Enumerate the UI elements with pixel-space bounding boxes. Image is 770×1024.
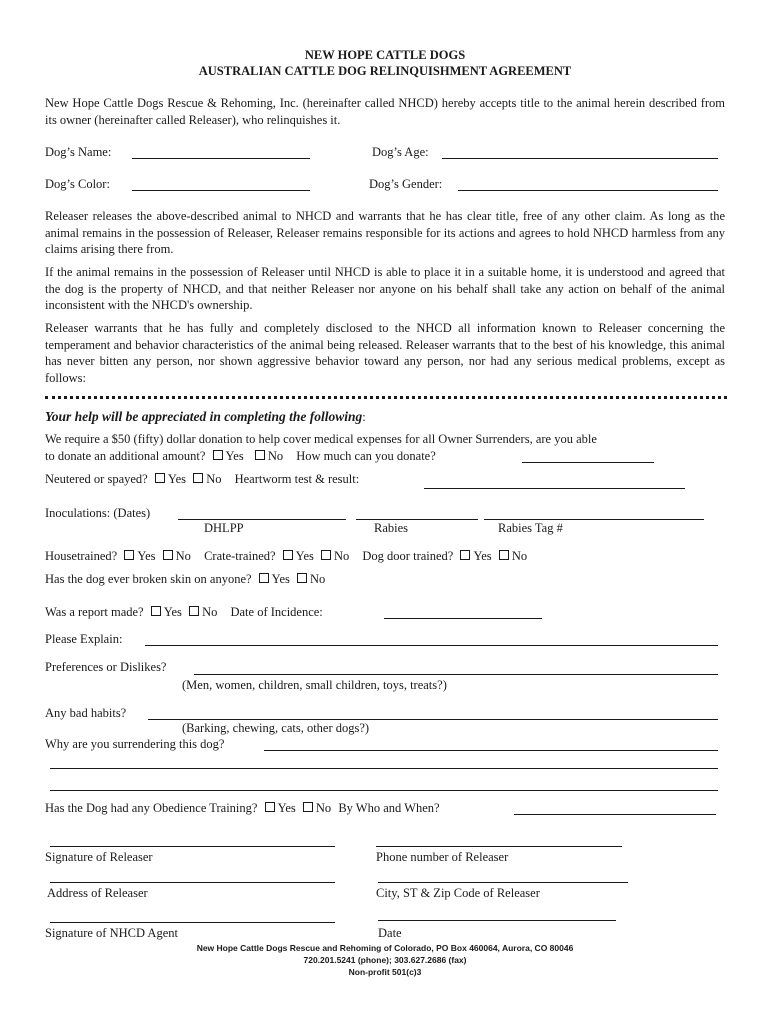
ownership-paragraph: If the animal remains in the possession of Releaser until NHCD is able to place it in a suitable home, it is understood and agreed that the dog is the property of NHCD, and that neither Releaser nor anyone on his behalf shall take any action on behalf of the animal inconsistent with the NHCD's ownership. — [45, 265, 725, 312]
donation-amount-field[interactable] — [522, 462, 654, 463]
rabies-date-field[interactable] — [356, 519, 478, 520]
donation-no-label: No — [267, 449, 284, 463]
why-field-line2[interactable] — [50, 768, 718, 769]
crate-label: Crate-trained? — [204, 549, 276, 563]
donation-no-checkbox[interactable] — [255, 450, 265, 460]
dhlpp-caption: DHLPP — [204, 521, 244, 535]
donation-yes-checkbox[interactable] — [213, 450, 223, 460]
broken-skin-yes-label: Yes — [271, 572, 290, 586]
rabies-tag-field[interactable] — [484, 519, 704, 520]
housetrained-no-checkbox[interactable] — [163, 550, 173, 560]
incidence-label: Date of Incidence: — [230, 605, 323, 619]
by-who-field[interactable] — [514, 814, 716, 815]
help-heading — [45, 408, 366, 426]
report-yes-label: Yes — [163, 605, 182, 619]
bite-row — [45, 572, 325, 587]
crate-yes-checkbox[interactable] — [283, 550, 293, 560]
explain-label: Please Explain: — [45, 632, 123, 646]
preferences-label: Preferences or Dislikes? — [45, 660, 167, 674]
footer-address: New Hope Cattle Dogs Rescue and Rehoming of Colorado, PO Box 460064, Aurora, CO 80046 — [196, 943, 574, 953]
broken-skin-label: Has the dog ever broken skin on anyone? — [45, 572, 252, 586]
donation-amount-label: How much can you donate? — [296, 449, 436, 463]
agent-signature-label: Signature of NHCD Agent — [45, 926, 178, 940]
release-paragraph: Releaser releases the above-described animal to NHCD and warrants that he has clear title, free of any other claim. As long as the animal remains in the possession of Releaser, Releaser remains responsible for its actions and agrees to hold NHCD harmless from any claims arising there from. — [45, 209, 725, 256]
housetrained-yes-label: Yes — [137, 549, 156, 563]
broken-skin-yes-checkbox[interactable] — [259, 573, 269, 583]
obedience-row — [45, 801, 440, 816]
report-row — [45, 605, 323, 620]
neutered-yes-label: Yes — [167, 472, 187, 486]
city-label: City, ST & Zip Code of Releaser — [376, 886, 540, 900]
dog-color-label: Dog’s Color: — [45, 177, 110, 191]
neutered-yes-checkbox[interactable] — [155, 473, 165, 483]
dogdoor-no-label: No — [511, 549, 528, 563]
donation-question — [45, 449, 436, 464]
rabies-caption: Rabies — [374, 521, 409, 535]
habits-label: Any bad habits? — [45, 706, 127, 720]
neutered-no-checkbox[interactable] — [193, 473, 203, 483]
date-label: Date — [378, 926, 402, 940]
preferences-field[interactable] — [194, 674, 718, 675]
broken-skin-no-label: No — [310, 572, 326, 586]
dogdoor-yes-label: Yes — [473, 549, 492, 563]
heartworm-field[interactable] — [424, 488, 685, 489]
report-yes-checkbox[interactable] — [151, 606, 161, 616]
obedience-label: Has the Dog had any Obedience Training? — [45, 801, 258, 815]
habits-hint: (Barking, chewing, cats, other dogs?) — [182, 721, 370, 735]
why-field[interactable] — [264, 750, 718, 751]
help-heading-text: Your help will be appreciated in completing the following — [45, 409, 363, 424]
inoculations-label: Inoculations: (Dates) — [45, 506, 151, 520]
footer-phone: 720.201.5241 (phone); 303.627.2686 (fax) — [303, 955, 467, 965]
disclosure-paragraph: Releaser warrants that he has fully and completely disclosed to the NHCD all information known to Releaser concerning the temperament and behavior characteristics of the animal being released. Releaser warrants that to the best of his knowledge, this animal has never bitten any person, nor shown aggressive behavior toward any person, nor had any serious medical problems, except as follows: — [45, 321, 725, 385]
housetrained-yes-checkbox[interactable] — [124, 550, 134, 560]
dog-age-label: Dog’s Age: — [372, 145, 429, 159]
dogdoor-no-checkbox[interactable] — [499, 550, 509, 560]
intro-paragraph: New Hope Cattle Dogs Rescue & Rehoming, Inc. (hereinafter called NHCD) hereby accepts title to the animal herein described from its owner (hereinafter called Releaser), who relinquishes it. — [45, 96, 725, 127]
obedience-no-checkbox[interactable] — [303, 802, 313, 812]
incidence-date-field[interactable] — [384, 618, 542, 619]
obedience-no-label: No — [315, 801, 332, 815]
donation-question-text: to donate an additional amount? — [45, 449, 206, 463]
by-who-label: By Who and When? — [338, 801, 440, 815]
dotted-divider — [45, 396, 727, 399]
releaser-signature-field[interactable] — [50, 846, 335, 847]
document-title: NEW HOPE CATTLE DOGS — [304, 48, 466, 62]
dogdoor-yes-checkbox[interactable] — [460, 550, 470, 560]
dog-color-field[interactable] — [132, 190, 310, 191]
agent-signature-field[interactable] — [50, 922, 335, 923]
habits-field[interactable] — [148, 719, 718, 720]
report-no-label: No — [202, 605, 218, 619]
obedience-yes-checkbox[interactable] — [265, 802, 275, 812]
report-label: Was a report made? — [45, 605, 144, 619]
housetrained-no-label: No — [175, 549, 191, 563]
neutered-row — [45, 472, 359, 487]
dog-name-field[interactable] — [132, 158, 310, 159]
explain-field[interactable] — [145, 645, 718, 646]
crate-yes-label: Yes — [295, 549, 314, 563]
neutered-no-label: No — [206, 472, 222, 486]
releaser-signature-label: Signature of Releaser — [45, 850, 153, 864]
city-field[interactable] — [378, 882, 628, 883]
broken-skin-no-checkbox[interactable] — [297, 573, 307, 583]
housetrained-label: Housetrained? — [45, 549, 118, 563]
training-row — [45, 549, 527, 564]
crate-no-checkbox[interactable] — [321, 550, 331, 560]
dogdoor-label: Dog door trained? — [362, 549, 454, 563]
footer-nonprofit: Non-profit 501(c)3 — [348, 967, 422, 977]
date-field[interactable] — [378, 920, 616, 921]
obedience-yes-label: Yes — [277, 801, 296, 815]
dhlpp-date-field[interactable] — [178, 519, 346, 520]
heartworm-label: Heartworm test & result: — [234, 472, 360, 486]
preferences-hint: (Men, women, children, small children, toys, treats?) — [182, 678, 447, 692]
rabies-tag-caption: Rabies Tag # — [498, 521, 563, 535]
address-label: Address of Releaser — [47, 886, 148, 900]
dog-gender-label: Dog’s Gender: — [369, 177, 443, 191]
neutered-label: Neutered or spayed? — [45, 472, 148, 486]
crate-no-label: No — [334, 549, 350, 563]
phone-field[interactable] — [376, 846, 622, 847]
dog-gender-field[interactable] — [458, 190, 718, 191]
donation-yes-label: Yes — [225, 449, 244, 463]
address-field[interactable] — [50, 882, 335, 883]
donation-text: We require a $50 (fifty) dollar donation to help cover medical expenses for all Owner Surrenders, are you able — [45, 432, 597, 446]
help-heading-colon: : — [362, 410, 366, 424]
dog-age-field[interactable] — [442, 158, 718, 159]
document-subtitle: AUSTRALIAN CATTLE DOG RELINQUISHMENT AGREEMENT — [198, 64, 572, 78]
dog-name-label: Dog’s Name: — [45, 145, 112, 159]
why-field-line3[interactable] — [50, 790, 718, 791]
why-label: Why are you surrendering this dog? — [45, 737, 225, 751]
report-no-checkbox[interactable] — [189, 606, 199, 616]
phone-label: Phone number of Releaser — [376, 850, 509, 864]
